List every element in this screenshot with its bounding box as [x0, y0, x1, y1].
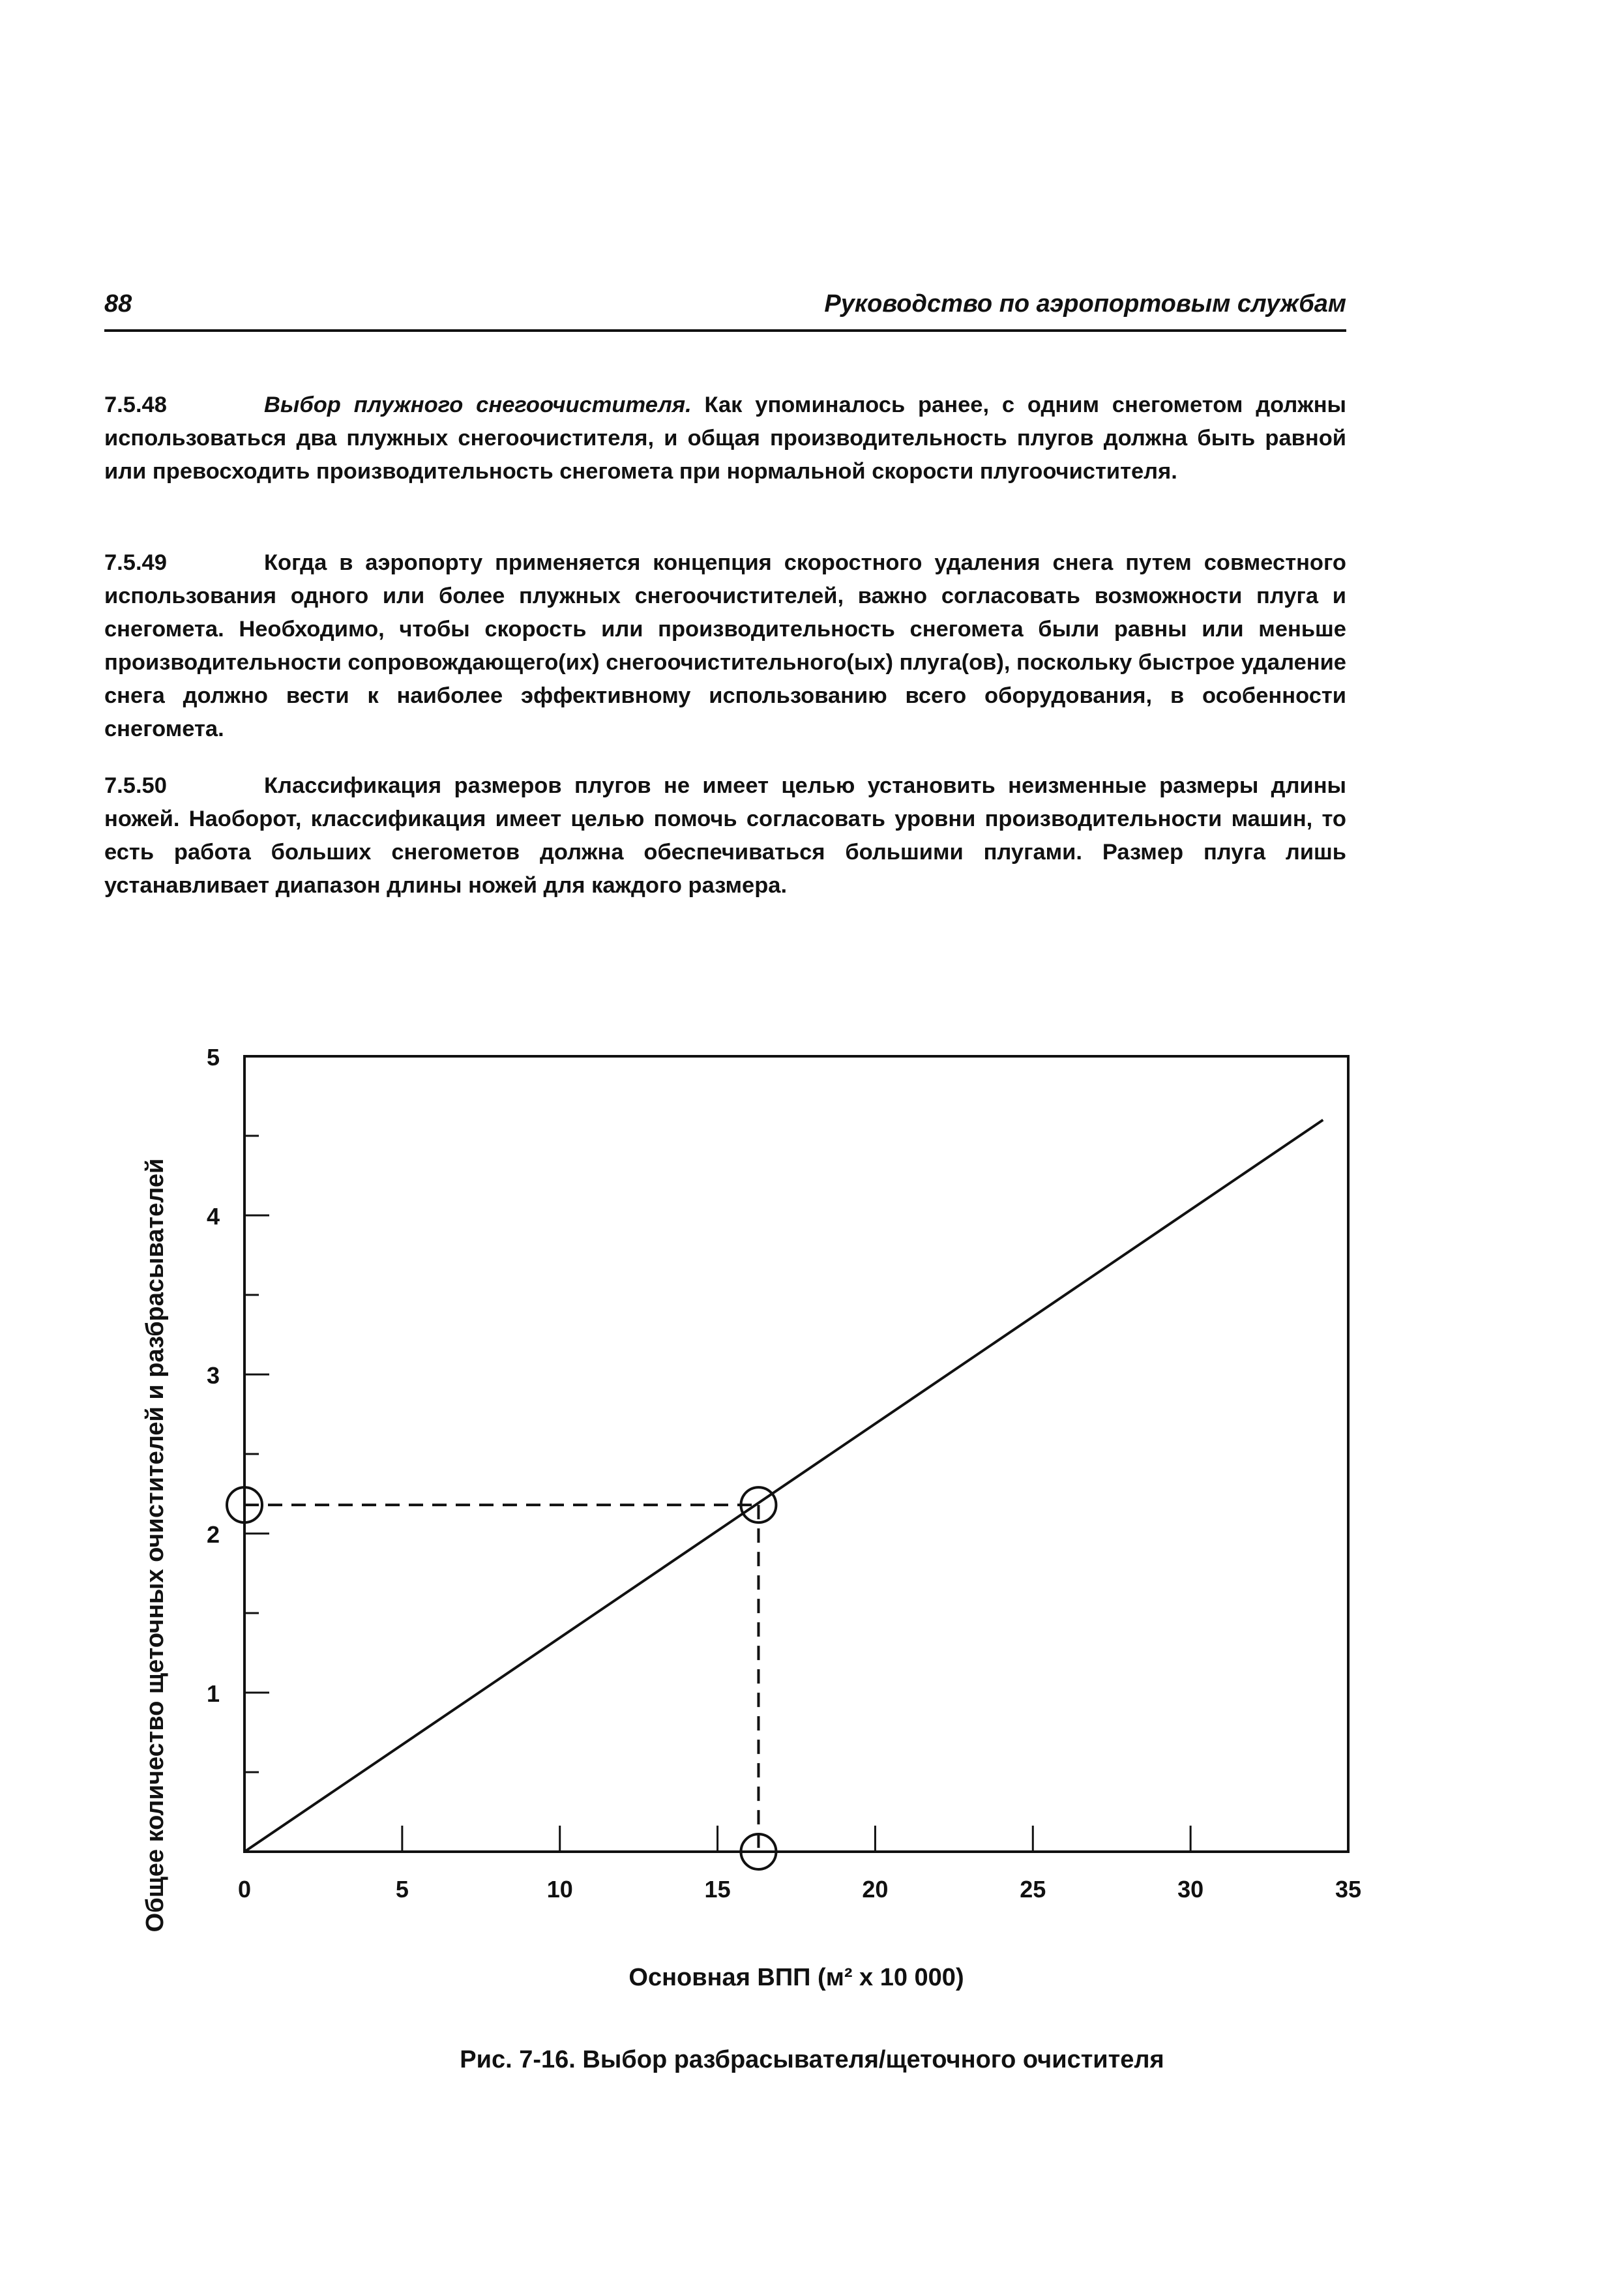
y-tick-label: 1	[206, 1680, 220, 1707]
y-tick-label: 4	[206, 1203, 220, 1230]
x-axis-label: Основная ВПП (м² x 10 000)	[628, 1964, 964, 1991]
running-title: Руководство по аэропортовым службам	[824, 290, 1346, 318]
y-axis-marker-circle	[227, 1487, 262, 1522]
paragraph-text: Когда в аэропорту применяется концепция скоростного удаления снега путем совместного использования одного или более плужных снегоочистителей, важно согласовать возможности плуга и снегомета. Необходимо, чтобы скорость или производительность снегомета были равны или меньше производительности сопровождающего(их) снегоочистительного(ых) плуга(ов), поскольку быстрое удаление снега должно вести к наиболее эффективному использованию всего оборудования, в особенности снегомета.	[104, 550, 1346, 741]
y-tick-label: 2	[206, 1521, 220, 1548]
x-tick-label: 15	[704, 1876, 731, 1903]
paragraph-number: 7.5.48	[104, 393, 167, 417]
figure-caption: Рис. 7-16. Выбор разбрасывателя/щеточного очистителя	[460, 2046, 1164, 2073]
paragraph-7-5-48	[104, 389, 1346, 488]
x-axis-marker-circle	[741, 1834, 776, 1869]
x-tick-label: 5	[395, 1876, 409, 1903]
header-rule	[104, 329, 1346, 332]
x-tick-label: 30	[1177, 1876, 1204, 1903]
intersection-circle	[741, 1487, 776, 1522]
paragraph-text: Как упоминалось ранее, с одним снегометом должны использоваться два плужных снегоочистителя, и общая производительность плугов должна быть равной или превосходить производительность снегомета при нормальной скорости плугоочистителя.	[104, 393, 1346, 484]
paragraph-lead: Выбор плужного снегоочистителя.	[264, 393, 692, 417]
y-axis-label: Общее количество щеточных очистителей и разбрасывателей	[141, 1158, 169, 1933]
x-tick-label: 20	[862, 1876, 889, 1903]
x-tick-label: 35	[1335, 1876, 1362, 1903]
y-tick-label: 3	[206, 1362, 220, 1389]
page-header	[104, 290, 1346, 331]
x-tick-label: 0	[237, 1876, 252, 1903]
paragraph-number: 7.5.50	[104, 773, 167, 798]
paragraph-text: Классификация размеров плугов не имеет целью установить неизменные размеры длины ножей. Наоборот, классификация имеет целью помочь согласовать уровни производительности машин, то есть работа больших снегометов должна обеспечиваться большими плугами. Размер плуга лишь устанавливает диапазон длины ножей для каждого размера.	[104, 773, 1346, 898]
paragraph-number: 7.5.49	[104, 550, 167, 575]
plot-frame	[244, 1056, 1348, 1852]
page-number: 88	[104, 290, 132, 318]
series-line	[244, 1120, 1323, 1852]
y-tick-label: 5	[206, 1044, 220, 1071]
paragraph-7-5-50	[104, 769, 1346, 902]
x-tick-label: 25	[1020, 1876, 1046, 1903]
paragraph-7-5-49	[104, 546, 1346, 746]
x-tick-label: 10	[546, 1876, 573, 1903]
